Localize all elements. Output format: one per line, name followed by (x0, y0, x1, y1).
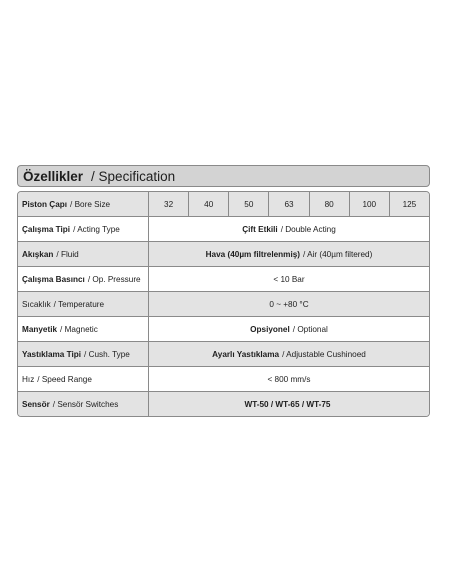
row-value (149, 342, 429, 366)
row-label-en: / Acting Type (73, 224, 120, 234)
row-label (18, 242, 149, 266)
row-value-en: / Adjustable Cushinoed (282, 349, 366, 359)
row-label (18, 317, 149, 341)
row-value-en: / Optional (292, 324, 328, 334)
bore-size-cell: 50 (228, 192, 268, 216)
specification-table (17, 191, 430, 417)
table-row-magnetic (18, 316, 429, 341)
header-title-tr: Özellikler (23, 168, 84, 184)
row-value-en: 0 ~ +80 °C (269, 299, 309, 309)
row-value (149, 392, 429, 416)
row-value-tr: Hava (40µm filtrelenmiş) (205, 249, 301, 259)
row-value-en: < 10 Bar (273, 274, 305, 284)
row-label-en: / Speed Range (37, 374, 92, 384)
row-label-en: / Magnetic (60, 324, 98, 334)
table-row-sensor-switches (18, 391, 429, 416)
row-value (149, 217, 429, 241)
bore-size-cell: 63 (268, 192, 308, 216)
row-label-tr: Sıcaklık (22, 299, 51, 309)
bore-size-values (149, 192, 429, 216)
table-row-cushion-type (18, 341, 429, 366)
row-label-en: / Temperature (53, 299, 105, 309)
row-label-en: / Cush. Type (84, 349, 130, 359)
table-row-bore-size (18, 192, 429, 216)
row-value-en: / Double Acting (280, 224, 336, 234)
table-row-op-pressure (18, 266, 429, 291)
row-label-en: / Sensör Switches (52, 399, 119, 409)
header-title-en: / Specification (91, 168, 176, 184)
row-label-en: / Bore Size (70, 199, 111, 209)
row-label-tr: Çalışma Tipi (22, 224, 71, 234)
row-value (149, 292, 429, 316)
row-label-tr: Çalışma Basıncı (22, 274, 85, 284)
row-value-tr: Opsiyonel (250, 324, 290, 334)
row-label (18, 367, 149, 391)
table-row-speed-range (18, 366, 429, 391)
row-label-tr: Yastıklama Tipi (22, 349, 82, 359)
row-value (149, 367, 429, 391)
row-label (18, 342, 149, 366)
row-label-tr: Manyetik (22, 324, 58, 334)
row-value (149, 242, 429, 266)
row-value-en: < 800 mm/s (267, 374, 311, 384)
row-label (18, 392, 149, 416)
row-label-en: / Fluid (56, 249, 79, 259)
row-label-tr: Piston Çapı (22, 199, 68, 209)
row-label (18, 267, 149, 291)
specification-card (17, 165, 430, 417)
row-label-tr: Akışkan (22, 249, 54, 259)
table-row-temperature (18, 291, 429, 316)
bore-size-cell: 125 (389, 192, 429, 216)
row-label-tr: Hız (22, 374, 35, 384)
row-label (18, 292, 149, 316)
bore-size-cell: 80 (309, 192, 349, 216)
table-row-acting-type (18, 216, 429, 241)
row-label-tr: Sensör (22, 399, 50, 409)
row-label (18, 217, 149, 241)
row-value-tr: Ayarlı Yastıklama (212, 349, 280, 359)
specification-header (17, 165, 430, 187)
bore-size-cell: 40 (188, 192, 228, 216)
row-value-en: / Air (40µm filtered) (303, 249, 373, 259)
row-value-tr: Çift Etkili (242, 224, 278, 234)
row-label (18, 192, 149, 216)
row-label-en: / Op. Pressure (87, 274, 141, 284)
table-row-fluid (18, 241, 429, 266)
bore-size-cell: 32 (164, 199, 174, 209)
row-value (149, 317, 429, 341)
row-value (149, 267, 429, 291)
row-value-tr: WT-50 / WT-65 / WT-75 (244, 399, 331, 409)
bore-size-cell: 100 (349, 192, 389, 216)
